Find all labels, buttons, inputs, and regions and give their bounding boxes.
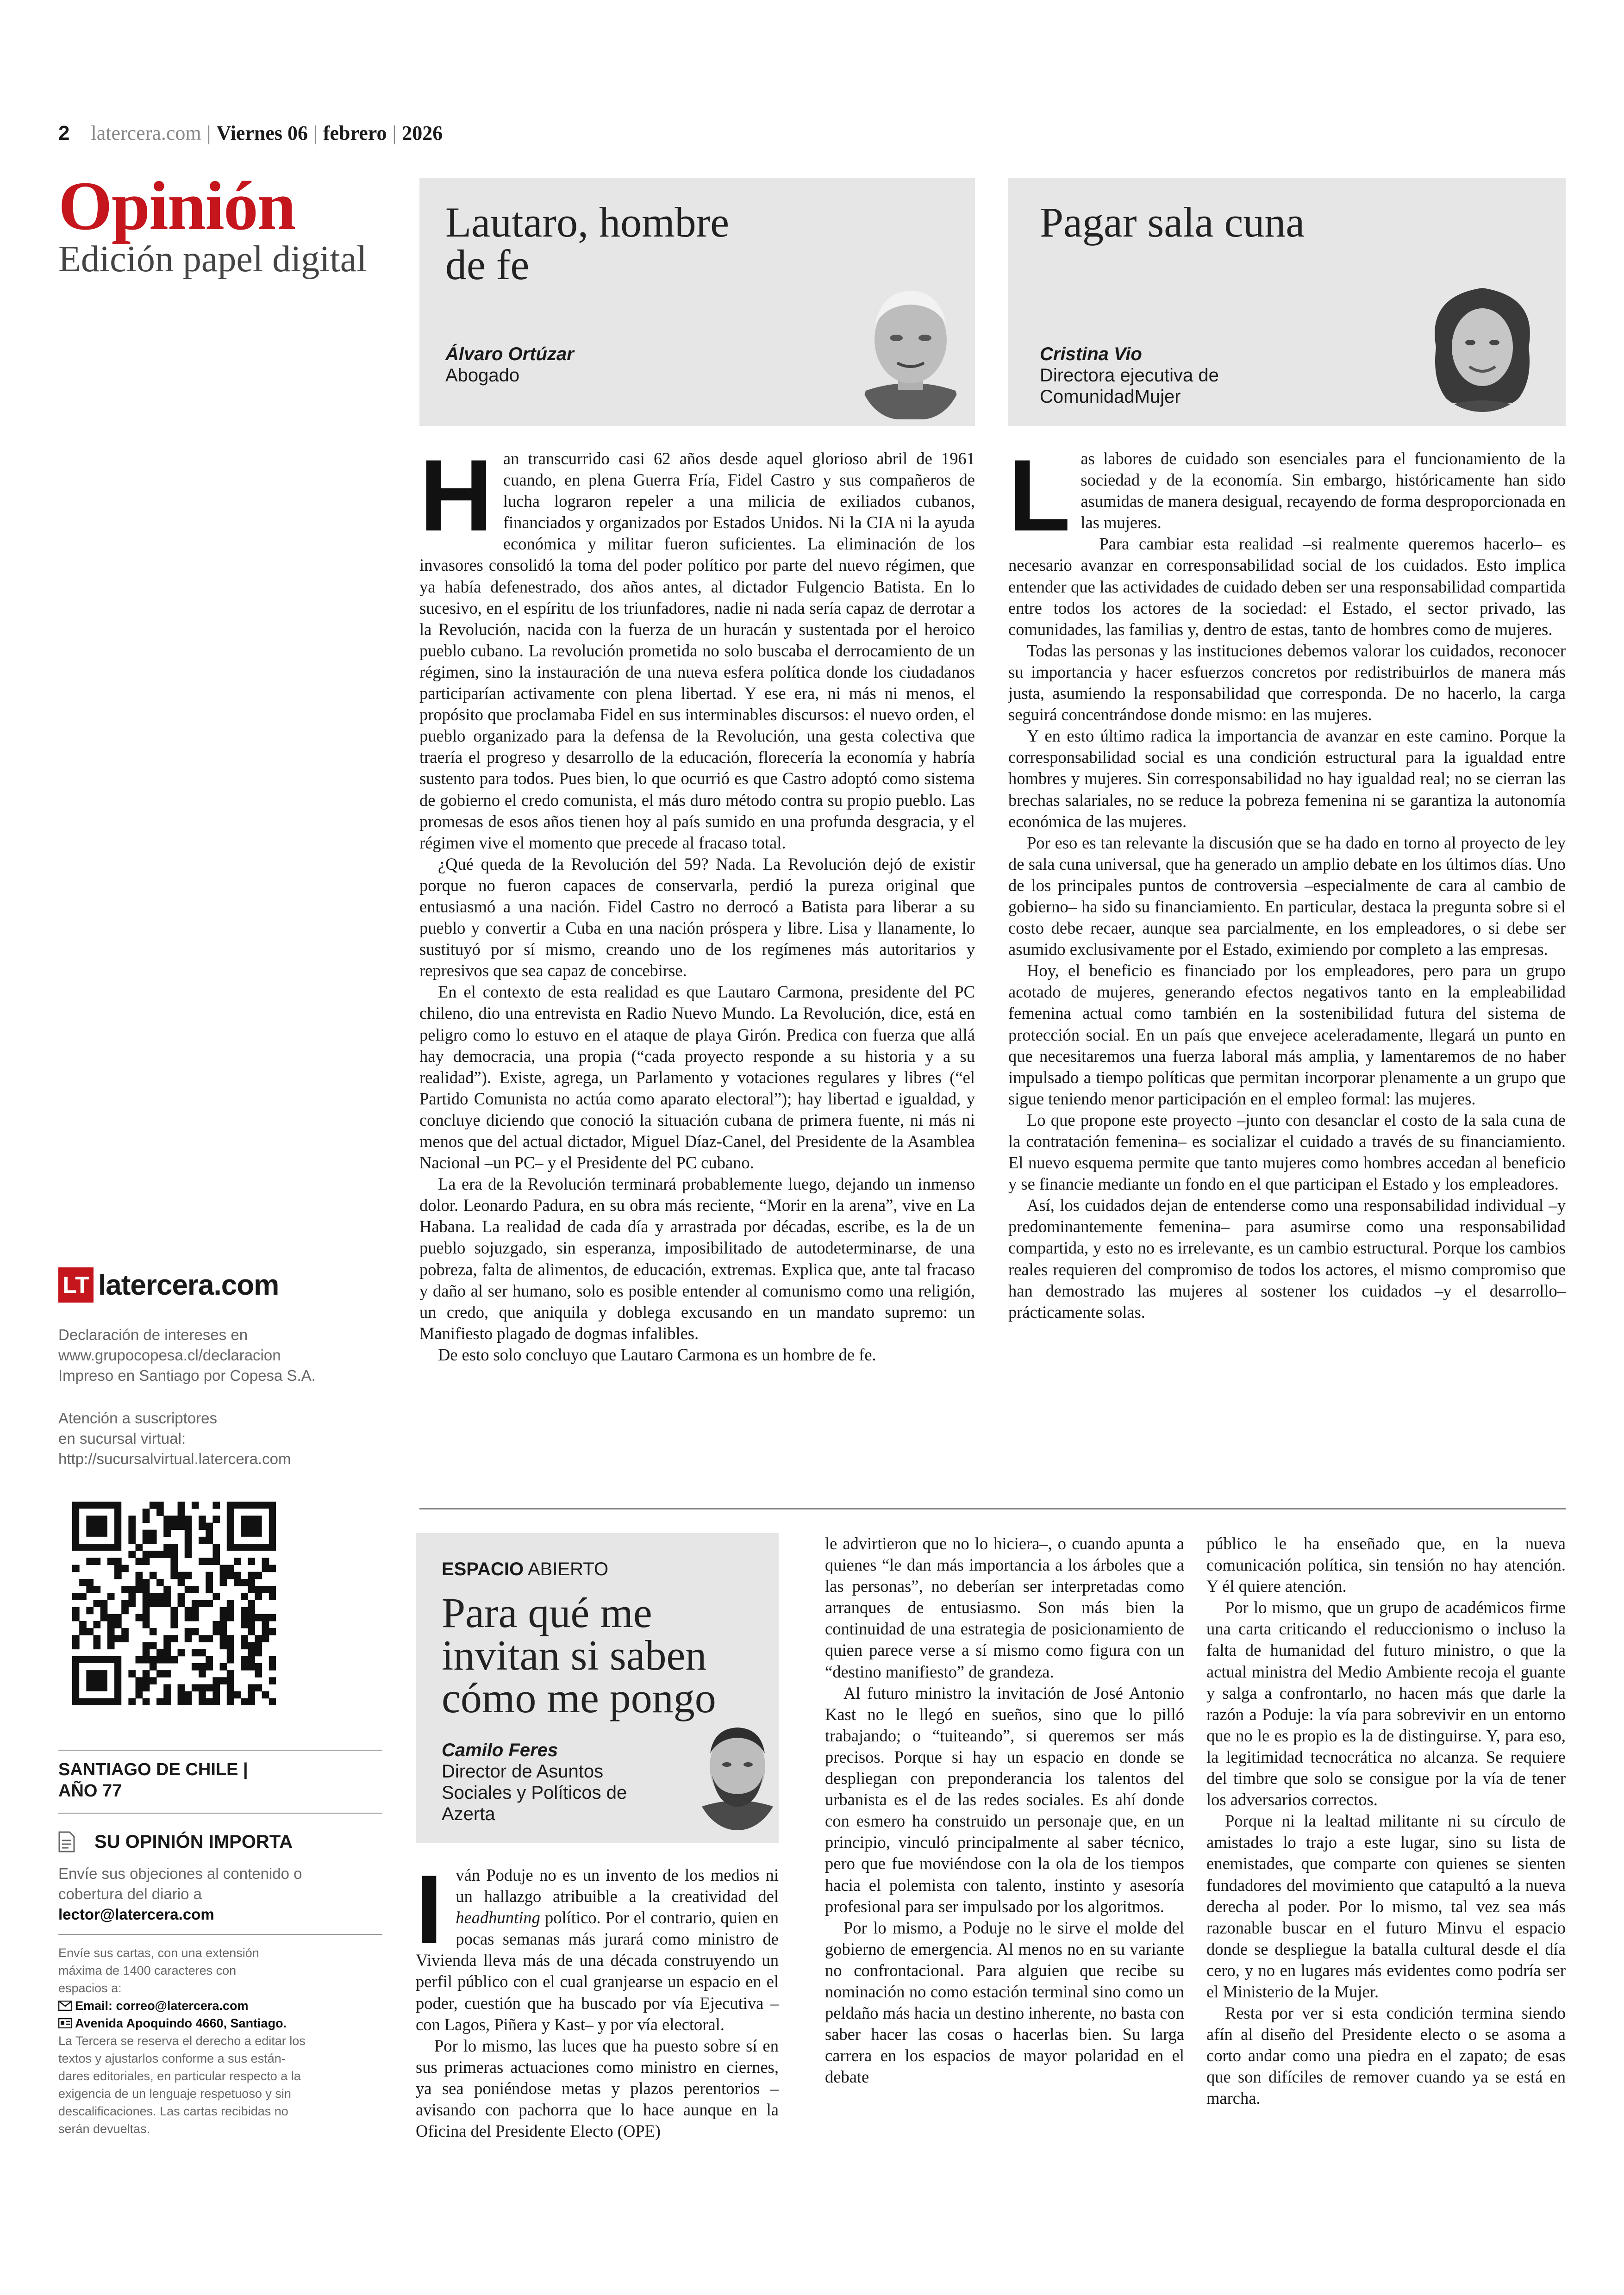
author-portrait-feres (693, 1715, 779, 1830)
article2-paragraph: Así, los cuidados dejan de entenderse como una responsabilidad individual –y predominantemente femenina– para asumirse como una responsabilidad compartida, y esto no es irrelevante, es un cambio estructural. Porque los cambios reales requieren del compromiso de todos los actores, el mismo compromiso que han demostrado las mujeres al sostener los cuidados –y el desarrollo– prácticamente solas. (1008, 1196, 1566, 1322)
article1-drop-cap: H (419, 438, 493, 552)
article3-body-col1 (416, 1855, 779, 2142)
cartas-line: Envíe sus cartas, con una extensión (58, 1946, 259, 1960)
article3-paragraph: Por lo mismo, las luces que ha puesto sobre sí en sus primeras actuaciones como ministro en ciernes, ya sea poniéndose metas y plazos perentorios –avisando con pachorra que lo hace aunque en la Oficina del Presidente Electo (OPE) (416, 2036, 779, 2141)
suscriptores-link[interactable]: http://sucursalvirtual.latercera.com (58, 1450, 291, 1467)
author-portrait-ortuzar (857, 281, 964, 419)
cartas-email[interactable] (58, 1997, 392, 2014)
article2-body (1008, 438, 1566, 1323)
legal-line: exigencia de un lenguaje respetuoso y sin (58, 2087, 291, 2101)
article1-paragraph: En el contexto de esta realidad es que Lautaro Carmona, presidente del PC chileno, dio una entrevista en Radio Nuevo Mundo. La Revolución, dice, está en peligro como lo estuvo en el ataque de playa Girón. Predica con fuerza que allá hay democracia, una propia (“cada proyecto responde a su historia y a su realidad”). Existe, agrega, un Parlamento y votaciones regulares y libres (“el Partido Comunista no actúa como aparato electoral”); hay libertad e igualdad, y concluye diciendo que conoció la situación cubana de primera fuente, ni más ni menos que del actual dictador, Miguel Díaz-Canel, del Presidente de la Asamblea Nacional –un PC– y el Presidente del PC cubano. (419, 982, 975, 1172)
importa-email-link[interactable]: lector@latercera.com (58, 1906, 214, 1923)
article2-header (1008, 178, 1566, 426)
article2-role-line2: ComunidadMujer (1040, 387, 1181, 407)
article2-paragraph: Todas las personas y las instituciones debemos valorar los cuidados, reconocer su importancia y hacer esfuerzos concretos por redistribuirlos de manera más justa, asumiendo la responsabilidad que corresponda. De no hacerlo, la carga seguirá concentrándose donde mismo: en las mujeres. (1008, 641, 1566, 724)
article1-byline (445, 343, 574, 386)
cartas-line: máxima de 1400 caracteres con (58, 1964, 237, 1977)
city-block (58, 1759, 248, 1802)
address-card-icon (58, 2018, 72, 2028)
article1-paragraph: Han transcurrido casi 62 años desde aquel glorioso abril de 1961 cuando, en plena Guerra Fría, Fidel Castro y sus compañeros de lucha lograron repeler a una milicia de exiliados cubanos, financiados y organizados por Estados Unidos. Ni la CIA ni la ayuda económica y militar fueron suficientes. La eliminación de los invasores consolidó la toma del poder político por parte del nuevo régimen, que ya había defenestrado, dos años antes, al dictador Fulgencio Batista. En lo sucesivo, en el espíritu de los triunfadores, nadie ni nada sería capaz de derrotar a la Revolución, nacida con la fuerza de un huracán y sustentada por el heroico pueblo cubano. La revolución prometida no solo buscaba el derrocamiento de un régimen, sino la instauración de una nueva esfera política donde los ciudadanos participarían activamente con plena libertad. Y ese era, ni más ni menos, el propósito que proclamaba Fidel en sus interminables discursos: el nuevo orden, el pueblo organizado para la defensa de la Revolución, una gesta colectiva que traería el progreso y desarrollo de la educación, florecería la economía y habría sustento para todos. Pues bien, lo que ocurrió es que Castro adoptó como sistema de gobierno el credo comunista, el más duro método contra su propio pueblo. Las promesas de esos años tienen hoy al país sumido en una profunda desgracia, y el régimen vive el momento que precede al fracaso total. (419, 438, 975, 852)
declaracion-line: Impreso en Santiago por Copesa S.A. (58, 1367, 316, 1384)
article3-kicker: ESPACIO ABIERTO (442, 1559, 609, 1579)
suscriptores-line: en sucursal virtual: (58, 1430, 186, 1447)
importa-header (58, 1831, 293, 1852)
article1-role: Abogado (445, 365, 520, 386)
article3-role-line2: Sociales y Políticos de (442, 1783, 627, 1803)
article1-paragraph: La era de la Revolución terminará probablemente luego, dejando un inmenso dolor. Leonardo Padura, en su obra más reciente, “Morir en la arena”, vive en La Habana. La realidad de cada día y arrastrada por décadas, escribe, es la de un pueblo sojuzgado, sin esperanza, imposibilitado de autodeterminarse, de una pobreza, falta de alimentos, de educación, extremas. Explica que, ante tal fracaso y daño al ser humano, solo es posible entender al comunismo como una religión, un credo, que aniquila y doblega excusando en un mandato supremo: un Manifiesto plagado de dogmas infalibles. (419, 1174, 975, 1343)
importa-title: SU OPINIÓN IMPORTA (94, 1831, 293, 1852)
importa-block (58, 1864, 392, 1925)
article3-body-col3 (1206, 1533, 1566, 2109)
legal-line: La Tercera se reserva el derecho a editar los (58, 2034, 306, 2048)
lt-logo-mark: LT (58, 1267, 94, 1303)
article2-paragraph: Las labores de cuidado son esenciales para el funcionamiento de la sociedad y de la economía. Sin embargo, históricamente han sido asumidas de manera desigual, recayendo de forma desproporcionada en las mujeres. (1008, 438, 1566, 552)
article3-role-line1: Director de Asuntos (442, 1761, 604, 1782)
article3-paragraph: público le ha enseñado que, en la nueva comunicación política, sin tensión no hay atención. Y él quiere atención. (1206, 1534, 1566, 1596)
header-site[interactable]: latercera.com (91, 122, 201, 144)
article3-paragraph: le advirtieron que no lo hiciera–, o cuando apunta a quienes “le dan más importancia a los árboles que a las personas”, no deberían ser interpretadas como arranques de entusiasmo. Son más bien la continuidad de una estrategia de posicionamiento de quien parece verse a sí mismo como figura con un “destino manifiesto” de grandeza. (825, 1534, 1184, 1681)
article1-title: Lautaro, hombre de fe (445, 199, 730, 288)
qr-code-graphic (72, 1502, 276, 1705)
year-label: AÑO 77 (58, 1781, 122, 1801)
legal-line: descalificaciones. Las cartas recibidas no (58, 2104, 288, 2118)
article1-author: Álvaro Ortúzar (445, 344, 574, 364)
header-day: Viernes 06 (216, 122, 308, 144)
declaracion-block (58, 1325, 382, 1386)
article2-byline (1040, 343, 1219, 407)
article3-title: Para qué me invitan si saben cómo me pongo (442, 1589, 716, 1721)
article2-role-line1: Directora ejecutiva de (1040, 365, 1219, 386)
city-label: SANTIAGO DE CHILE | (58, 1760, 248, 1779)
article3-paragraph: Iván Poduje no es un invento de los medios ni un hallazgo atribuible a la creatividad del headhunting político. Por el contrario, quien en pocas semanas más jurará como ministro de Vivienda lleva más de una década construyendo un perfil público con el cual granjearse un espacio en el poder, cuestión que ha buscado por vía Ejecutiva –con Lagos, Piñera y Kast– y por vía electoral. (416, 1855, 779, 2034)
sidebar-divider (58, 1934, 382, 1935)
article1-header (419, 178, 975, 426)
cartas-block (58, 1944, 392, 2138)
header-month: febrero (323, 122, 387, 144)
article3-paragraph: Porque ni la lealtad militante ni su círculo de amistades lo trajo a este lugar, sino su lista de enemistades, que comparte con quienes se sienten fundadores del movimiento que catapultó a la nueva derecha al poder. Por lo mismo, tal vez sea más razonable buscar en el futuro Minvu el espacio donde se despliegue la batalla cultural desde el día cero, y no en lugares más evidentes como podría ser el Ministerio de la Mujer. (1206, 1811, 1566, 2001)
article2-paragraph: Para cambiar esta realidad –si realmente queremos hacerlo– es necesario avanzar en corresponsabilidad social de los cuidados. Esto implica entender que las actividades de cuidado deben ser una responsabilidad compartida entre todos los actores de la sociedad: el Estado, el sector privado, las comunidades, las familias y, dentro de estas, tanto de hombres como de mujeres. (1008, 534, 1566, 639)
legal-line: dares editoriales, en particular respecto a la (58, 2069, 301, 2083)
author-portrait-vio (1422, 278, 1543, 412)
article1-paragraph: De esto solo concluyo que Lautaro Carmona es un hombre de fe. (438, 1345, 876, 1364)
suscriptores-line: Atención a suscriptores (58, 1409, 218, 1427)
section-title: Opinión (58, 168, 295, 244)
importa-line: Envíe sus objeciones al contenido o (58, 1865, 302, 1882)
article1-paragraph: ¿Qué queda de la Revolución del 59? Nada. La Revolución dejó de existir porque no fueron capaces de conservarla, perdió la pureza original que entusiasmó a una nación. Fidel Castro no derrocó a Batista para liberar a su pueblo y convertir a Cuba en una nación próspera y libre. Lisa y llanamente, lo sustituyó por sí mismo, creando uno de los regímenes más autoritarios y represivos que sea capaz de concebirse. (419, 854, 975, 980)
sidebar-divider (58, 1750, 382, 1751)
cartas-address (58, 2014, 392, 2032)
importa-line: cobertura del diario a (58, 1885, 202, 1902)
article2-title: Pagar sala cuna (1040, 199, 1305, 246)
page-number: 2 (58, 122, 70, 144)
cartas-email-text[interactable]: Email: correo@latercera.com (75, 1999, 249, 2013)
section-divider (419, 1508, 1566, 1509)
header-year: 2026 (402, 122, 443, 144)
article1-body (419, 438, 975, 1366)
article3-paragraph: Al futuro ministro la invitación de José Antonio Kast no le llegó en sueños, sino que lo pilló trabajando; o “tuiteando”, si queremos ser más precisos. Porque si hay un espacio en donde se despliegan con preponderancia los talentos del urbanista es el de las redes sociales. Es ahí donde con esmero ha construido un personaje que, en un principio, vinculó principalmente al saber técnico, pero que fue moviéndose con la ola de los tiempos hacia el polemista con talento, instinto y asesoría profesional para ser impulsado por los algoritmos. (825, 1683, 1184, 1916)
article2-author: Cristina Vio (1040, 344, 1142, 364)
article3-byline (442, 1740, 627, 1825)
article3-paragraph: Por lo mismo, a Poduje no le sirve el molde del gobierno de emergencia. Al menos no en su variante no confrontacional. Para alguien que recibe su nominación no como estación terminal sino como un peldaño más hacia un destino inherente, no basta con saber hacer las cosas o hacerlas bien. Su larga carrera en los espacios de mayor polaridad en el debate (825, 1918, 1184, 2087)
cartas-address-text: Avenida Apoquindo 4660, Santiago. (75, 2016, 287, 2030)
article2-paragraph: Y en esto último radica la importancia de avanzar en este camino. Porque la corresponsabilidad social es una condición estructural para la igualdad entre hombres y mujeres. Sin corresponsabilidad no hay igualdad real; no se cierran las brechas salariales, no se reduce la pobreza femenina ni se garantiza la autonomía económica de las mujeres. (1008, 726, 1566, 831)
mail-icon (58, 2001, 72, 2011)
lt-logo-name: latercera.com (98, 1269, 279, 1301)
article3-paragraph: Por lo mismo, que un grupo de académicos firme una carta criticando el reduccionismo o incluso la falta de humanidad del futuro ministro, o que la actual ministra del Medio Ambiente recoja el guante y salga a confrontarlo, no hacen más que darle la razón a Poduje: la vía para sobrevivir en un entorno que no le es propio es la de distinguirse. Y, para eso, la legitimidad tecnocrática no alcanza. Se requiere del timbre que solo se consigue por la vía de tener los adversarios correctos. (1206, 1598, 1566, 1809)
section-subtitle: Edición papel digital (58, 239, 367, 280)
declaracion-link[interactable]: www.grupocopesa.cl/declaracion (58, 1347, 281, 1364)
sidebar-divider (58, 1813, 382, 1814)
cartas-line: espacios a: (58, 1981, 122, 1995)
suscriptores-block (58, 1408, 382, 1469)
article3-role-line3: Azerta (442, 1804, 495, 1824)
page-header: 2 latercera.com | Viernes 06 | febrero | 2026 (58, 122, 443, 144)
article3-drop-cap: I (416, 1855, 443, 1964)
article2-paragraph: Por eso es tan relevante la discusión que se ha dado en torno al proyecto de ley de sala cuna universal, que ha generado un amplio debate en los últimos días. Uno de los principales puntos de controversia –especialmente de cara al cambio de gobierno– ha sido su financiamiento. En particular, destaca la pregunta sobre si el costo debe recaer, aunque sea parcialmente, en los empleadores, o si debe ser asumido exclusivamente por el Estado, eximiendo por completo a las empresas. (1008, 833, 1566, 959)
legal-line: textos y ajustarlos conforme a sus están- (58, 2052, 286, 2065)
document-icon (58, 1831, 75, 1852)
legal-line: serán devueltas. (58, 2122, 150, 2136)
declaracion-line: Declaración de intereses en (58, 1326, 248, 1343)
article3-header (416, 1533, 779, 1843)
qr-code[interactable] (72, 1502, 276, 1705)
article2-drop-cap: L (1008, 438, 1071, 552)
article3-paragraph: Resta por ver si esta condición termina siendo afín al diseño del Presidente electo o se asoma a corto andar como una piedra en el zapato; de esas que son difíciles de remover cuando ya se está en marcha. (1206, 2003, 1566, 2108)
article3-author: Camilo Feres (442, 1740, 558, 1760)
article3-body-col2 (825, 1533, 1184, 2088)
article2-paragraph: Hoy, el beneficio es financiado por los empleadores, pero para un grupo acotado de mujeres, generando efectos negativos tanto en la empleabilidad femenina actual como también en la sostenibilidad futura del sistema de protección social. En un país que envejece aceleradamente, llegará un punto en que necesitaremos una fuerza laboral más amplia, y lamentaremos de no haber impulsado a tiempo políticas que permitan incorporar plenamente a un grupo que sigue teniendo menor participación en el empleo formal: las mujeres. (1008, 961, 1566, 1108)
article2-paragraph: Lo que propone este proyecto –junto con desanclar el costo de la sala cuna de la contratación femenina– es socializar el cuidado a través de su financiamiento. El nuevo esquema permite que tanto mujeres como hombres accedan al beneficio y se financie mediante un fondo en el que participan el Estado y los empleadores. (1008, 1110, 1566, 1194)
latercera-logo[interactable] (58, 1267, 279, 1303)
